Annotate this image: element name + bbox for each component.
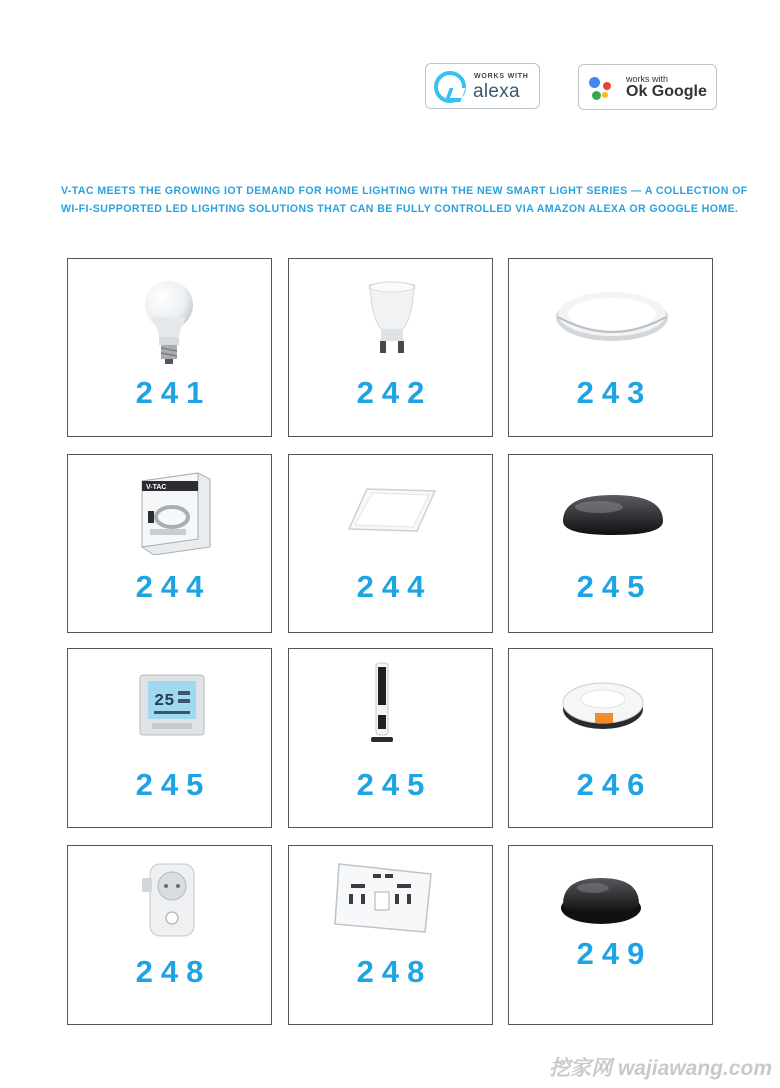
page-number: 249 [576, 936, 653, 971]
product-card [288, 845, 493, 1025]
thermostat-display: 25 [154, 692, 175, 711]
works-with-google-badge [578, 64, 717, 110]
alexa-badge-name: alexa [473, 81, 520, 102]
alexa-logo-icon [434, 71, 466, 103]
product-card [288, 258, 493, 437]
page-number: 248 [356, 954, 433, 989]
page-number: 248 [135, 954, 212, 989]
smart-plug-icon [142, 862, 202, 938]
watermark-text: 挖家网 wajiawang.com [549, 1057, 772, 1080]
product-card [67, 845, 272, 1025]
intro-text: V-TAC MEETS THE GROWING IOT DEMAND FOR HOME LIGHTING WITH THE NEW SMART LIGHT SERIES — A COLLECTION OF WI-FI-SUPPORTED LED LIGHTING SOLUTIONS THAT CAN BE FULLY CONTROLLED VIA AMAZON ALEXA OR GOOGLE HOME. [61, 185, 748, 215]
smart-bulb-icon [144, 279, 194, 367]
page-number: 245 [135, 767, 212, 802]
robot-vacuum-icon [561, 679, 645, 731]
page-number: 244 [135, 569, 212, 604]
ir-remote-hub-icon [559, 491, 667, 539]
product-card [508, 258, 713, 437]
smart-hub-icon [559, 874, 643, 926]
product-card [508, 454, 713, 633]
page-number: 245 [356, 767, 433, 802]
works-with-alexa-badge [425, 63, 540, 109]
led-panel-icon [347, 487, 437, 533]
product-card [288, 454, 493, 633]
product-card [508, 845, 713, 1025]
product-card [67, 258, 272, 437]
gu10-spot-bulb-icon [367, 281, 417, 357]
product-card [67, 454, 272, 633]
page-number: 244 [356, 569, 433, 604]
led-strip-kit-icon [138, 469, 212, 555]
google-badge-caption: works with [626, 74, 669, 84]
page-number: 241 [135, 375, 212, 410]
product-card [508, 648, 713, 828]
tower-fan-icon [369, 661, 395, 745]
alexa-badge-caption: WORKS WITH [474, 73, 529, 80]
wall-socket-icon [333, 862, 433, 934]
product-card [288, 648, 493, 828]
page-number: 243 [576, 375, 653, 410]
page-number: 246 [576, 767, 653, 802]
product-card [67, 648, 272, 828]
page-number: 245 [576, 569, 653, 604]
google-badge-name: Ok Google [626, 83, 707, 100]
thermostat-icon [138, 673, 206, 737]
strip-box-brand: V-TAC [146, 484, 167, 491]
page-number: 242 [356, 375, 433, 410]
ceiling-light-icon [555, 289, 669, 345]
